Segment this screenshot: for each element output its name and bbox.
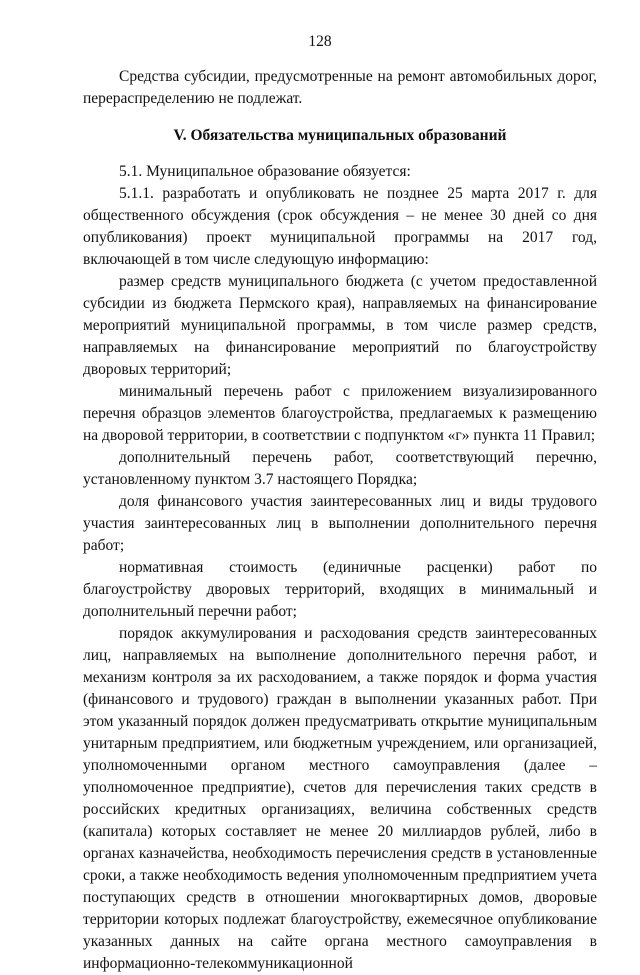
- page-number: 128: [308, 33, 332, 50]
- paragraph-5-1-1: 5.1.1. разработать и опубликовать не позднее 25 марта 2017 г. для общественного обсуждения (срок обсуждения – не менее 30 дней со дня опубликования) проект муниципальной программы на 2017 год, включающей в том числе следующую информацию:: [83, 185, 597, 268]
- paragraph-normative-cost: нормативная стоимость (единичные расценки) работ по благоустройству дворовых территорий, входящих в минимальный и дополнительный перечни работ;: [83, 559, 597, 620]
- intro-paragraph: Средства субсидии, предусмотренные на ремонт автомобильных дорог, перераспределению не подлежат.: [83, 68, 597, 107]
- paragraph-additional-list: дополнительный перечень работ, соответствующий перечню, установленному пунктом 3.7 настоящего Порядка;: [83, 449, 597, 488]
- paragraph-accumulation-procedure: порядок аккумулирования и расходования средств заинтересованных лиц, направляемых на выполнение дополнительного перечня работ, и механизм контроля за их расходованием, а также порядок и форма участия (финансового и трудового) граждан в выполнении указанных работ. При этом указанный порядок должен предусматривать открытие муниципальным унитарным предприятием, или бюджетным учреждением, или организацией, уполномоченными органом местного самоуправления (далее – уполномоченное предприятие), счетов для перечисления таких средств в российских кредитных организациях, величина собственных средств (капитала) которых составляет не менее 20 миллиардов рублей, либо в органах казначейства, необходимость перечисления средств в установленные сроки, а также необходимость ведения уполномоченным предприятием учета поступающих средств в отношении многоквартирных домов, дворовые территории которых подлежат благоустройству, ежемесячное опубликование указанных данных на сайте органа местного самоуправления в информационно-телекоммуникационной: [83, 625, 597, 972]
- paragraph-5-1: 5.1. Муниципальное образование обязуется:: [119, 163, 411, 180]
- section-title: V. Обязательства муниципальных образований: [173, 127, 507, 144]
- paragraph-minimal-list: минимальный перечень работ с приложением визуализированного перечня образцов элементов благоустройства, предлагаемых к размещению на дворовой территории, в соответствии с подпунктом «г» пункта 11 Правил;: [83, 383, 597, 444]
- paragraph-budget-size: размер средств муниципального бюджета (с учетом предоставленной субсидии из бюджета Пермского края), направляемых на финансирование мероприятий муниципальной программы, в том числе размер средств, направляемых на финансирование мероприятий по благоустройству дворовых территорий;: [83, 273, 597, 378]
- paragraph-participation-share: доля финансового участия заинтересованных лиц и виды трудового участия заинтересованных лиц в выполнении дополнительного перечня работ;: [83, 493, 597, 554]
- document-body: [83, 66, 597, 975]
